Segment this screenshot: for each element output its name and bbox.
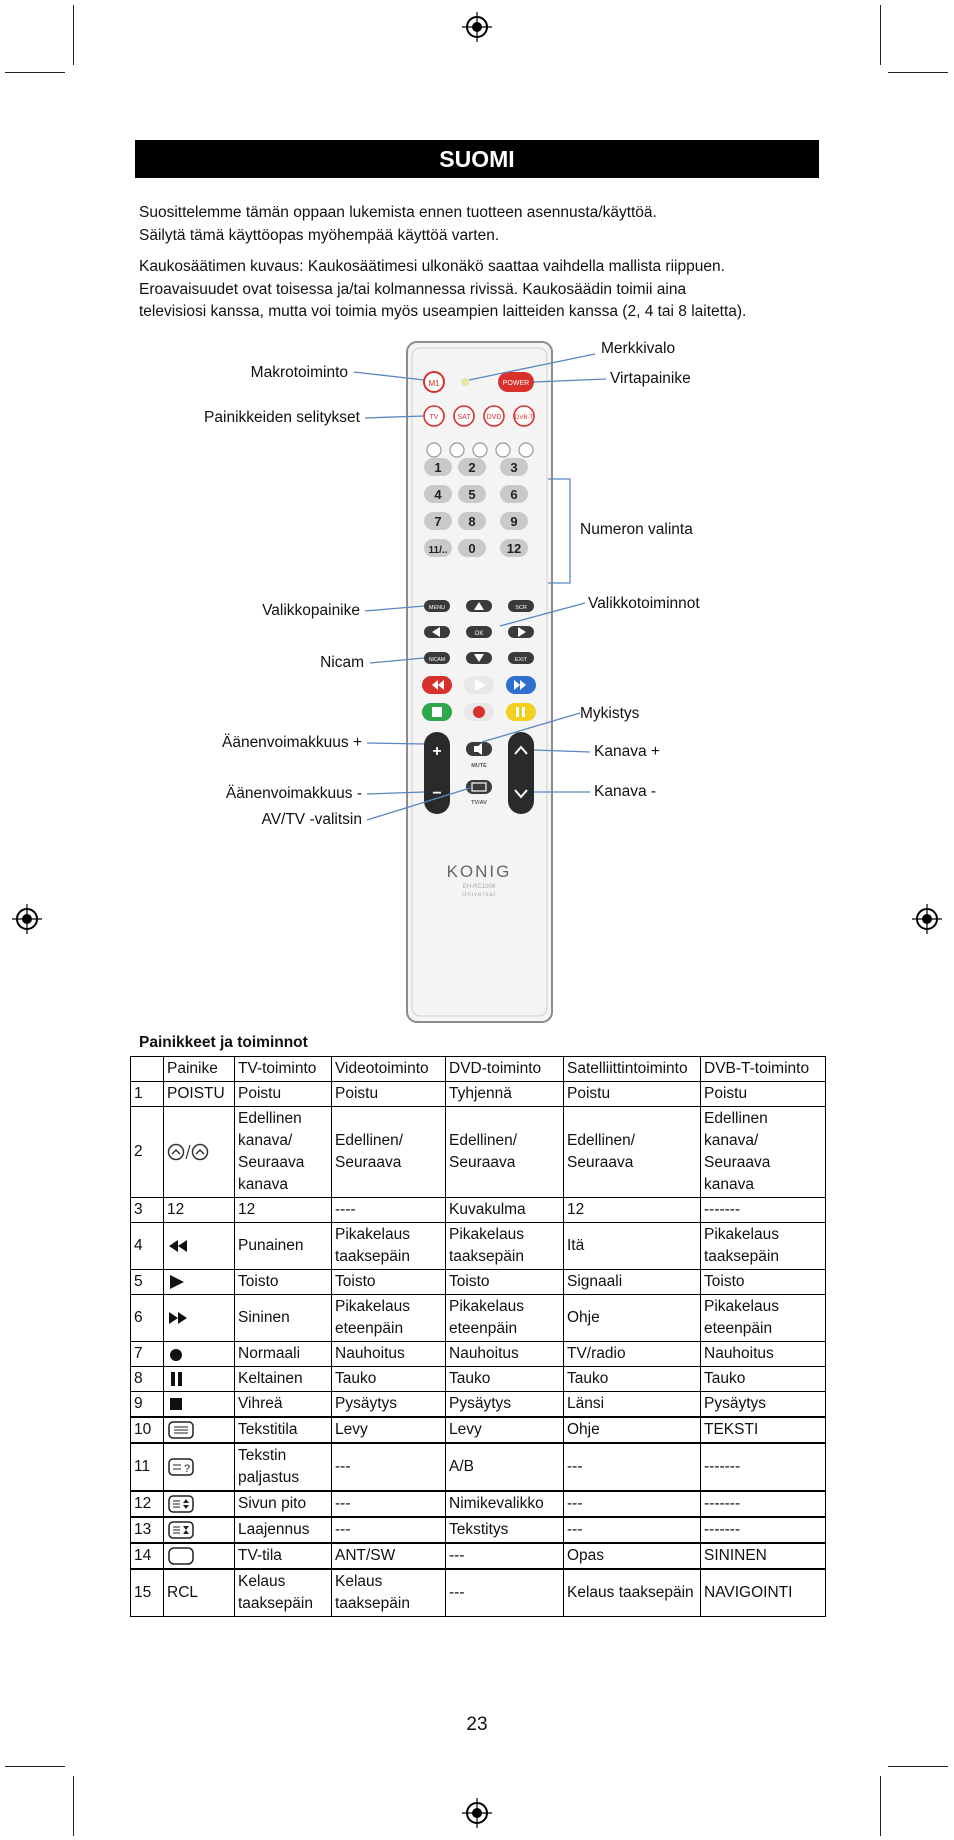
dvbt-function-cell: NAVIGOINTI (701, 1569, 826, 1617)
digit-key-label: 1 (434, 460, 442, 475)
table-row (131, 1198, 826, 1223)
ok-key-label: OK (474, 631, 484, 637)
label-indicator-light: Merkkivalo (601, 340, 676, 357)
digit-key-label: 8 (468, 514, 476, 529)
digit-key-label: 5 (468, 487, 476, 502)
menu-key-label: MENU (428, 605, 446, 611)
label-macro: Makrotoiminto (250, 364, 348, 381)
row-number-cell: 13 (131, 1517, 164, 1543)
device-key-label: SAT (457, 414, 471, 421)
column-header: Videotoiminto (332, 1057, 446, 1082)
tv-function-cell: Laajennus (235, 1517, 332, 1543)
row-number-cell: 15 (131, 1569, 164, 1617)
registration-mark-icon (462, 12, 492, 42)
intro-line: Säilytä tämä käyttöopas myöhempää käyttöä varten. (139, 226, 500, 244)
video-function-cell: ANT/SW (332, 1543, 446, 1569)
label-key-legends: Painikkeiden selitykset (204, 409, 360, 426)
table-row (131, 1295, 826, 1342)
tv-function-cell: Toisto (235, 1270, 332, 1295)
table-row (131, 1392, 826, 1418)
intro-paragraph (139, 202, 829, 247)
key-cell: POISTU (164, 1082, 235, 1107)
dvbt-function-cell: ------- (701, 1443, 826, 1491)
satellite-function-cell: Itä (564, 1223, 701, 1270)
key-cell (164, 1223, 235, 1270)
column-header: TV-toiminto (235, 1057, 332, 1082)
satellite-function-cell: Ohje (564, 1417, 701, 1443)
table-row (131, 1543, 826, 1569)
dvd-function-cell: Toisto (446, 1270, 564, 1295)
record-icon (167, 1345, 185, 1362)
exit-key-label: EXIT (514, 657, 528, 663)
tv-function-cell: Tekstin paljastus (235, 1443, 332, 1491)
dvbt-function-cell: ------- (701, 1198, 826, 1223)
universal-label: Universal (461, 892, 497, 898)
table-row (131, 1569, 826, 1617)
key-cell (164, 1443, 235, 1491)
crop-mark (5, 72, 65, 73)
row-number-cell: 11 (131, 1443, 164, 1491)
key-cell (164, 1392, 235, 1418)
key-cell (164, 1517, 235, 1543)
table-row (131, 1443, 826, 1491)
table-row (131, 1107, 826, 1198)
digit-key-label: 4 (434, 487, 442, 502)
label-channel-down: Kanava - (594, 783, 657, 800)
video-function-cell: ---- (332, 1198, 446, 1223)
column-header (131, 1057, 164, 1082)
dvd-function-cell: Pysäytys (446, 1392, 564, 1418)
description-line: televisiosi kanssa, mutta voi toimia myös useampien laitteiden kanssa (2, 4 tai 8 laitetta). (139, 303, 747, 320)
svg-text:?: ? (183, 1462, 191, 1475)
channel-updown-icon (167, 1143, 209, 1160)
key-cell (164, 1107, 235, 1198)
tv-function-cell: Punainen (235, 1223, 332, 1270)
dvbt-function-cell: Pikakelaus eteenpäin (701, 1295, 826, 1342)
dvd-function-cell: A/B (446, 1443, 564, 1491)
video-function-cell: Edellinen/ Seuraava (332, 1107, 446, 1198)
dvbt-function-cell: SININEN (701, 1543, 826, 1569)
dvbt-function-cell: Poistu (701, 1082, 826, 1107)
tv-function-cell: Poistu (235, 1082, 332, 1107)
video-function-cell: Toisto (332, 1270, 446, 1295)
dvd-function-cell: Edellinen/ Seuraava (446, 1107, 564, 1198)
dvd-function-cell: Nimikevalikko (446, 1491, 564, 1517)
brand-logo: KONIG (446, 862, 512, 881)
dvd-function-cell: Tekstitys (446, 1517, 564, 1543)
label-number-selection: Numeron valinta (580, 521, 693, 538)
tv-function-cell: Normaali (235, 1342, 332, 1367)
video-function-cell: --- (332, 1443, 446, 1491)
dvbt-function-cell: ------- (701, 1517, 826, 1543)
reveal-icon (167, 1458, 195, 1475)
row-number-cell: 10 (131, 1417, 164, 1443)
digit-key-label: 9 (510, 514, 518, 529)
satellite-function-cell: --- (564, 1443, 701, 1491)
label-volume-up: Äänenvoimakkuus + (221, 734, 362, 751)
label-menu-button: Valikkopainike (262, 602, 360, 619)
tv-function-cell: Edellinen kanava/ Seuraava kanava (235, 1107, 332, 1198)
row-number-cell: 9 (131, 1392, 164, 1418)
key-cell (164, 1417, 235, 1443)
tv-function-cell: Sininen (235, 1295, 332, 1342)
digit-key-label: 12 (506, 541, 522, 556)
table-row (131, 1223, 826, 1270)
dvbt-function-cell: Pikakelaus taaksepäin (701, 1223, 826, 1270)
section-title: SUOMI (135, 140, 819, 178)
table-row (131, 1417, 826, 1443)
nicam-key-label: NICAM (428, 657, 446, 663)
dvd-function-cell: Nauhoitus (446, 1342, 564, 1367)
digit-key-label: 7 (434, 514, 442, 529)
dvbt-function-cell: Edellinen kanava/ Seuraava kanava (701, 1107, 826, 1198)
crop-mark (73, 1776, 74, 1836)
device-key-label: DVB-T (515, 415, 533, 421)
teletext-icon (167, 1421, 195, 1438)
crop-mark (73, 5, 74, 65)
page-number: 23 (466, 1714, 488, 1735)
rewind-icon (167, 1237, 191, 1254)
crop-mark (880, 5, 881, 65)
functions-table (130, 1056, 826, 1617)
key-cell (164, 1367, 235, 1392)
tv-function-cell: 12 (235, 1198, 332, 1223)
digit-key-label: 0 (468, 541, 476, 556)
dvbt-function-cell: TEKSTI (701, 1417, 826, 1443)
description-line: Eroavaisuudet ovat toisessa ja/tai kolmannessa rivissä. Kaukosäädin toimii aina (139, 280, 687, 298)
macro-key-label: M1 (428, 379, 440, 388)
table-row (131, 1491, 826, 1517)
satellite-function-cell: Ohje (564, 1295, 701, 1342)
expand-icon (167, 1521, 195, 1538)
remote-diagram (0, 330, 954, 1030)
crop-mark (880, 1776, 881, 1836)
tv-function-cell: Vihreä (235, 1392, 332, 1418)
satellite-function-cell: Opas (564, 1543, 701, 1569)
dvd-function-cell: --- (446, 1569, 564, 1617)
label-volume-down: Äänenvoimakkuus - (225, 785, 362, 802)
tv-function-cell: Keltainen (235, 1367, 332, 1392)
tv-function-cell: Sivun pito (235, 1491, 332, 1517)
key-cell: 12 (164, 1198, 235, 1223)
dvbt-function-cell: Toisto (701, 1270, 826, 1295)
video-function-cell: Tauko (332, 1367, 446, 1392)
dvd-function-cell: Pikakelaus taaksepäin (446, 1223, 564, 1270)
play-icon (167, 1273, 187, 1290)
digit-key-label: 2 (468, 460, 476, 475)
scr-key-label: SCR (515, 605, 527, 611)
digit-key-label: 6 (510, 487, 518, 502)
key-cell (164, 1342, 235, 1367)
power-key-label: POWER (502, 380, 530, 387)
volume-plus-glyph: + (432, 743, 442, 760)
video-function-cell: --- (332, 1491, 446, 1517)
satellite-function-cell: Kelaus taaksepäin (564, 1569, 701, 1617)
column-header: Satelliittintoiminto (564, 1057, 701, 1082)
column-header: DVB-T-toiminto (701, 1057, 826, 1082)
dvd-function-cell: --- (446, 1543, 564, 1569)
table-header-row (131, 1057, 826, 1082)
registration-mark-icon (462, 1798, 492, 1828)
satellite-function-cell: Edellinen/ Seuraava (564, 1107, 701, 1198)
table-row (131, 1342, 826, 1367)
video-function-cell: Kelaus taaksepäin (332, 1569, 446, 1617)
satellite-function-cell: --- (564, 1517, 701, 1543)
key-cell (164, 1491, 235, 1517)
row-number-cell: 14 (131, 1543, 164, 1569)
model-label: EH-RC1006 (462, 884, 496, 890)
mute-key-label: MUTE (471, 763, 487, 769)
digit-key-label: 3 (510, 460, 518, 475)
satellite-function-cell: Poistu (564, 1082, 701, 1107)
row-number-cell: 5 (131, 1270, 164, 1295)
device-key-label: DVD (486, 414, 502, 421)
crop-mark (888, 1766, 948, 1767)
video-function-cell: Pikakelaus eteenpäin (332, 1295, 446, 1342)
column-header: DVD-toiminto (446, 1057, 564, 1082)
video-function-cell: Pysäytys (332, 1392, 446, 1418)
satellite-function-cell: TV/radio (564, 1342, 701, 1367)
row-number-cell: 3 (131, 1198, 164, 1223)
row-number-cell: 6 (131, 1295, 164, 1342)
intro-line: Suosittelemme tämän oppaan lukemista ennen tuotteen asennusta/käyttöä. (139, 204, 657, 221)
key-cell (164, 1270, 235, 1295)
label-av-tv-selector: AV/TV -valitsin (261, 811, 362, 828)
table-row (131, 1367, 826, 1392)
key-cell (164, 1543, 235, 1569)
row-number-cell: 4 (131, 1223, 164, 1270)
key-cell (164, 1295, 235, 1342)
remote-control-illustration (0, 330, 954, 1030)
satellite-function-cell: Signaali (564, 1270, 701, 1295)
hold-icon (167, 1495, 195, 1512)
dvbt-function-cell: Pysäytys (701, 1392, 826, 1418)
crop-mark (888, 72, 948, 73)
video-function-cell: Levy (332, 1417, 446, 1443)
row-number-cell: 8 (131, 1367, 164, 1392)
label-mute: Mykistys (580, 705, 640, 722)
stop-icon (167, 1395, 185, 1412)
tv-function-cell: Tekstitila (235, 1417, 332, 1443)
label-nicam: Nicam (320, 654, 364, 671)
dvd-function-cell: Tyhjennä (446, 1082, 564, 1107)
crop-mark (5, 1766, 65, 1767)
tv-mode-icon (167, 1547, 195, 1564)
label-power-button: Virtapainike (610, 370, 691, 387)
row-number-cell: 2 (131, 1107, 164, 1198)
dvd-function-cell: Pikakelaus eteenpäin (446, 1295, 564, 1342)
device-key-label: TV (429, 414, 439, 421)
tv-function-cell: Kelaus taaksepäin (235, 1569, 332, 1617)
row-number-cell: 7 (131, 1342, 164, 1367)
table-row (131, 1517, 826, 1543)
dvbt-function-cell: ------- (701, 1491, 826, 1517)
label-channel-up: Kanava + (594, 743, 660, 760)
dvbt-function-cell: Nauhoitus (701, 1342, 826, 1367)
fast-forward-icon (167, 1309, 191, 1326)
description-paragraph (139, 256, 829, 324)
dvd-function-cell: Levy (446, 1417, 564, 1443)
video-function-cell: Pikakelaus taaksepäin (332, 1223, 446, 1270)
description-line: Kaukosäätimen kuvaus: Kaukosäätimesi ulkonäkö saattaa vaihdella mallista riippuen. (139, 258, 725, 275)
table-title: Painikkeet ja toiminnot (139, 1034, 308, 1051)
volume-minus-glyph: − (432, 785, 442, 802)
label-menu-functions: Valikkotoiminnot (588, 595, 700, 612)
tvav-key-label: TV/AV (471, 800, 487, 806)
column-header: Painike (164, 1057, 235, 1082)
row-number-cell: 1 (131, 1082, 164, 1107)
satellite-function-cell: Tauko (564, 1367, 701, 1392)
satellite-function-cell: Länsi (564, 1392, 701, 1418)
row-number-cell: 12 (131, 1491, 164, 1517)
digit-key-label: 11/.. (428, 545, 448, 556)
table-row (131, 1082, 826, 1107)
key-cell: RCL (164, 1569, 235, 1617)
dvd-function-cell: Tauko (446, 1367, 564, 1392)
satellite-function-cell: --- (564, 1491, 701, 1517)
pause-icon (167, 1370, 185, 1387)
video-function-cell: Nauhoitus (332, 1342, 446, 1367)
dvd-function-cell: Kuvakulma (446, 1198, 564, 1223)
table-row (131, 1270, 826, 1295)
satellite-function-cell: 12 (564, 1198, 701, 1223)
video-function-cell: --- (332, 1517, 446, 1543)
video-function-cell: Poistu (332, 1082, 446, 1107)
dvbt-function-cell: Tauko (701, 1367, 826, 1392)
tv-function-cell: TV-tila (235, 1543, 332, 1569)
